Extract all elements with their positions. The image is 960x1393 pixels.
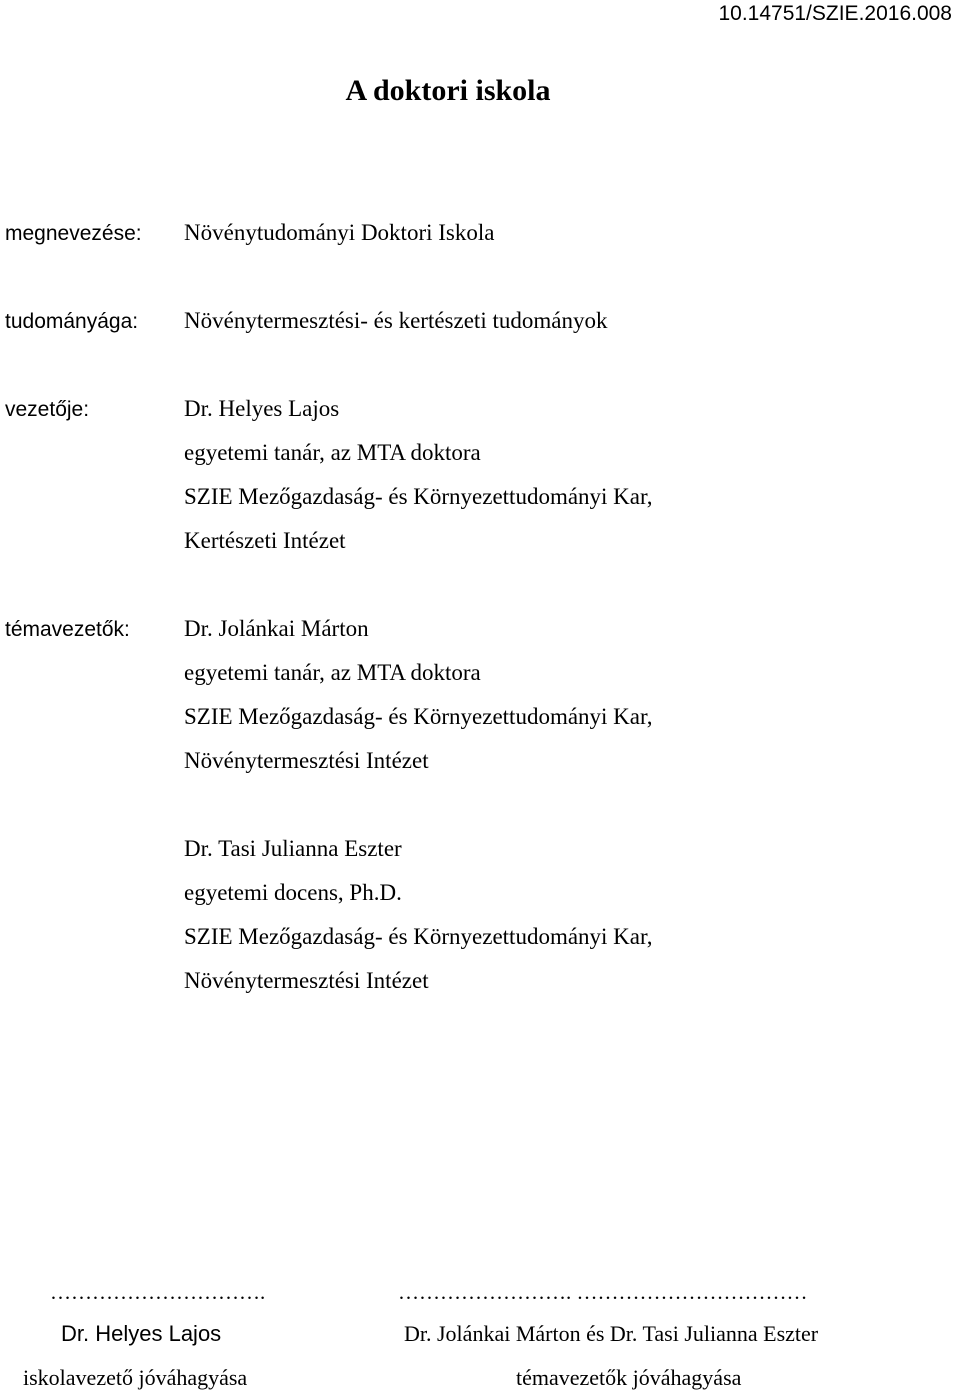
supervisor1-name: Dr. Jolánkai Márton (184, 616, 369, 641)
right-signature-role: témavezetők jóváhagyása (516, 1365, 742, 1390)
supervisor2-name: Dr. Tasi Julianna Eszter (184, 836, 402, 861)
field-label: tudományága: (5, 310, 139, 333)
supervisor2-institute: Növénytermesztési Intézet (184, 968, 429, 993)
supervisor2-faculty: SZIE Mezőgazdaság- és Környezettudományi Kar, (184, 924, 653, 949)
left-signature-line: …………………………. (50, 1280, 266, 1304)
leader-institute: Kertészeti Intézet (184, 528, 346, 553)
leader-label: vezetője: (5, 398, 90, 421)
left-signature-name: Dr. Helyes Lajos (61, 1321, 222, 1346)
leader-name: Dr. Helyes Lajos (184, 396, 340, 421)
doi-identifier: 10.14751/SZIE.2016.008 (718, 2, 952, 25)
right-signature-line: ……………………. …………………………… (398, 1280, 808, 1304)
supervisors-label: témavezetők: (5, 618, 130, 641)
leader-title: egyetemi tanár, az MTA doktora (184, 440, 481, 465)
left-signature-role: iskolavezető jóváhagyása (23, 1365, 248, 1390)
leader-faculty: SZIE Mezőgazdaság- és Környezettudományi Kar, (184, 484, 653, 509)
supervisor1-faculty: SZIE Mezőgazdaság- és Környezettudományi Kar, (184, 704, 653, 729)
supervisor1-institute: Növénytermesztési Intézet (184, 748, 429, 773)
right-signature-name: Dr. Jolánkai Márton és Dr. Tasi Julianna Eszter (404, 1321, 819, 1346)
field-value: Növénytermesztési- és kertészeti tudományok (184, 308, 608, 333)
supervisor1-title: egyetemi tanár, az MTA doktora (184, 660, 481, 685)
page-title: A doktori iskola (345, 74, 551, 107)
supervisor2-title: egyetemi docens, Ph.D. (184, 880, 402, 905)
name-value: Növénytudományi Doktori Iskola (184, 220, 495, 245)
name-label: megnevezése: (5, 222, 142, 245)
